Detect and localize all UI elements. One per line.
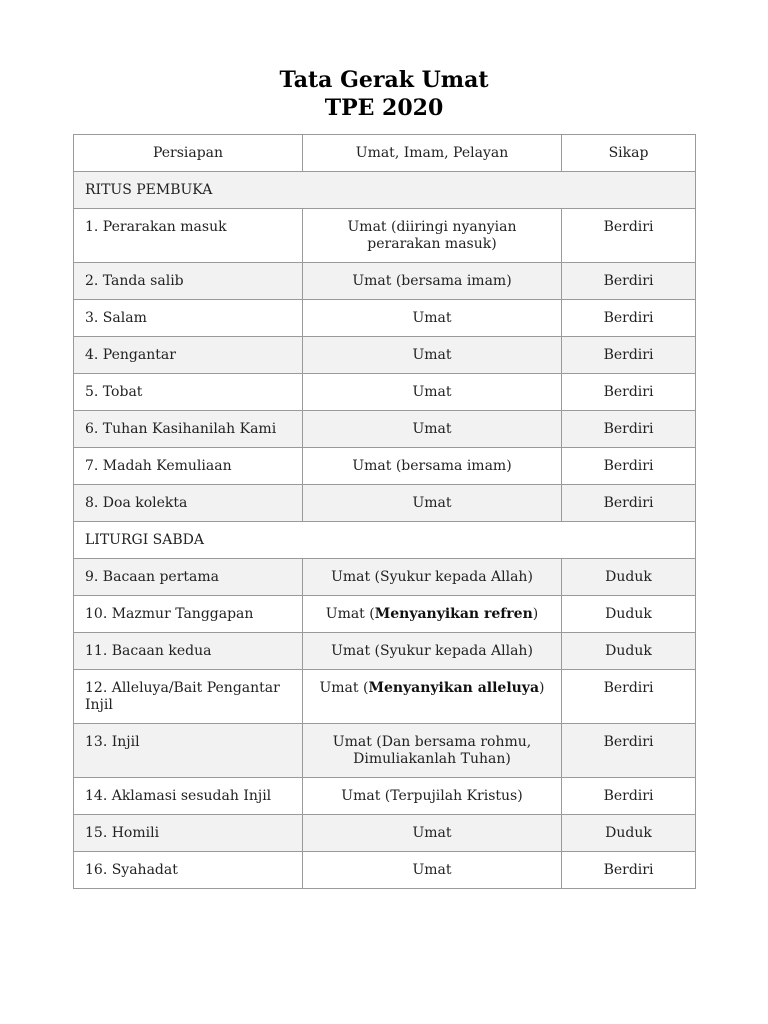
posture-cell: Berdiri: [562, 209, 696, 263]
posture-cell: Berdiri: [562, 337, 696, 374]
table-row: [74, 815, 696, 852]
table-row: [74, 852, 696, 889]
table-row: [74, 209, 696, 263]
header-persiapan: Persiapan: [74, 135, 303, 172]
posture-cell: Berdiri: [562, 670, 696, 724]
header-sikap: Sikap: [562, 135, 696, 172]
section-row-ritus-pembuka: [74, 172, 696, 209]
posture-cell: Berdiri: [562, 852, 696, 889]
section-row-liturgi-sabda: [74, 522, 696, 559]
section-label: RITUS PEMBUKA: [74, 172, 696, 209]
who-cell: Umat (Terpujilah Kristus): [303, 778, 562, 815]
posture-cell: Duduk: [562, 559, 696, 596]
header-umat-imam-pelayan: Umat, Imam, Pelayan: [303, 135, 562, 172]
posture-cell: Berdiri: [562, 300, 696, 337]
who-cell: Umat (Syukur kepada Allah): [303, 633, 562, 670]
table-row: [74, 374, 696, 411]
who-cell: Umat (Syukur kepada Allah): [303, 559, 562, 596]
step-cell: 13. Injil: [74, 724, 303, 778]
posture-cell: Duduk: [562, 815, 696, 852]
posture-cell: Duduk: [562, 633, 696, 670]
table-row: [74, 724, 696, 778]
step-cell: 10. Mazmur Tanggapan: [74, 596, 303, 633]
step-cell: 3. Salam: [74, 300, 303, 337]
step-cell: 9. Bacaan pertama: [74, 559, 303, 596]
step-cell: 5. Tobat: [74, 374, 303, 411]
who-cell: Umat: [303, 485, 562, 522]
who-emphasis: Menyanyikan refren: [374, 606, 533, 622]
table-row: [74, 633, 696, 670]
who-cell: Umat (bersama imam): [303, 448, 562, 485]
step-cell: 14. Aklamasi sesudah Injil: [74, 778, 303, 815]
step-cell: 15. Homili: [74, 815, 303, 852]
table-row: [74, 411, 696, 448]
who-cell: Umat: [303, 815, 562, 852]
title-line-2: TPE 2020: [324, 95, 444, 121]
table-row: [74, 448, 696, 485]
table-row: [74, 778, 696, 815]
table-row: [74, 300, 696, 337]
liturgy-table: [73, 134, 696, 889]
table-row: [74, 596, 696, 633]
posture-cell: Berdiri: [562, 411, 696, 448]
who-suffix: ): [532, 606, 539, 622]
who-cell: [303, 670, 562, 724]
step-cell: 11. Bacaan kedua: [74, 633, 303, 670]
posture-cell: Berdiri: [562, 263, 696, 300]
posture-cell: Berdiri: [562, 778, 696, 815]
step-cell: 7. Madah Kemuliaan: [74, 448, 303, 485]
who-cell: Umat (Dan bersama rohmu, Dimuliakanlah Tuhan): [303, 724, 562, 778]
who-cell: Umat (diiringi nyanyian perarakan masuk): [303, 209, 562, 263]
table-row: [74, 559, 696, 596]
who-cell: Umat: [303, 374, 562, 411]
posture-cell: Berdiri: [562, 374, 696, 411]
step-cell: 16. Syahadat: [74, 852, 303, 889]
step-cell: 2. Tanda salib: [74, 263, 303, 300]
who-cell: Umat: [303, 300, 562, 337]
who-cell: [303, 596, 562, 633]
posture-cell: Berdiri: [562, 724, 696, 778]
table-row: [74, 485, 696, 522]
table-row: [74, 337, 696, 374]
step-cell: 12. Alleluya/Bait Pengantar Injil: [74, 670, 303, 724]
who-cell: Umat: [303, 411, 562, 448]
title-line-1: Tata Gerak Umat: [279, 67, 489, 93]
posture-cell: Duduk: [562, 596, 696, 633]
who-cell: Umat (bersama imam): [303, 263, 562, 300]
posture-cell: Berdiri: [562, 448, 696, 485]
posture-cell: Berdiri: [562, 485, 696, 522]
who-emphasis: Menyanyikan alleluya: [368, 680, 540, 696]
who-prefix: Umat (: [319, 680, 369, 696]
document-title: [0, 66, 768, 122]
who-cell: Umat: [303, 337, 562, 374]
who-cell: Umat: [303, 852, 562, 889]
step-cell: 8. Doa kolekta: [74, 485, 303, 522]
step-cell: 1. Perarakan masuk: [74, 209, 303, 263]
step-cell: 4. Pengantar: [74, 337, 303, 374]
who-suffix: ): [539, 680, 545, 696]
table-row: [74, 670, 696, 724]
step-cell: 6. Tuhan Kasihanilah Kami: [74, 411, 303, 448]
section-label: LITURGI SABDA: [74, 522, 696, 559]
who-prefix: Umat (: [325, 606, 375, 622]
table-row: [74, 263, 696, 300]
header-row: [74, 135, 696, 172]
